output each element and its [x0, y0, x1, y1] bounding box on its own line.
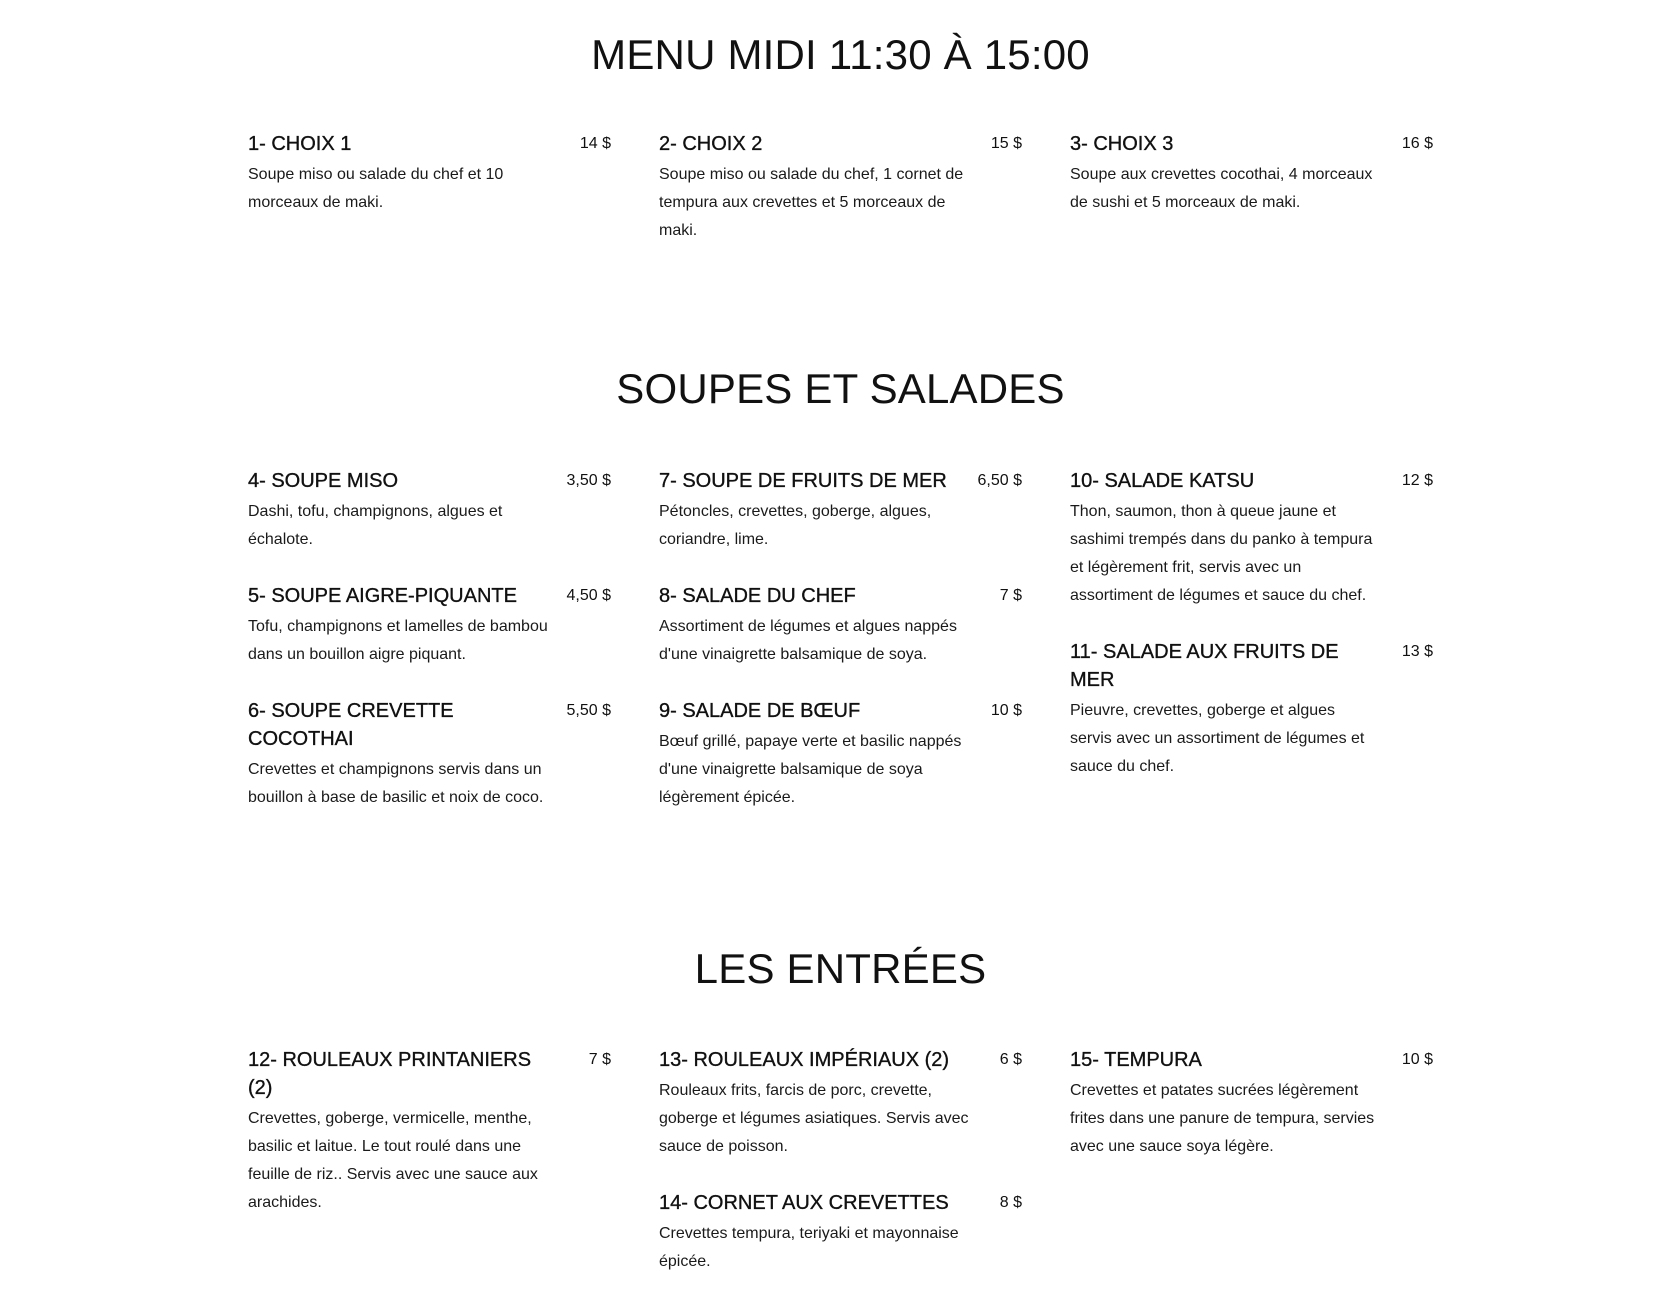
section-title: LES ENTRÉES [694, 945, 987, 992]
menu-column [659, 1046, 1022, 1304]
menu-item-price: 14 $ [579, 135, 611, 152]
menu-item-price: 15 $ [990, 135, 1022, 152]
menu-item [248, 1046, 611, 1217]
menu-item-description: Soupe miso ou salade du chef, 1 cornet de tempura aux crevettes et 5 morceaux de maki. [659, 166, 964, 239]
menu-column [1070, 467, 1433, 809]
menu-column [248, 467, 611, 840]
menu-item-price: 16 $ [1401, 135, 1433, 152]
menu-item-name: 11- SALADE AUX FRUITS DE MER [1070, 641, 1339, 691]
menu-item-header [248, 130, 611, 158]
menu-column [1070, 1046, 1433, 1189]
menu-item-name: 10- SALADE KATSU [1070, 470, 1255, 492]
menu-item-description: Crevettes et patates sucrées légèrement frites dans une panure de tempura, servies avec une sauce soya légère. [1070, 1082, 1375, 1155]
menu-item-name: 13- ROULEAUX IMPÉRIAUX (2) [659, 1049, 950, 1071]
menu-item-name: 6- SOUPE CREVETTE COCOTHAI [248, 700, 454, 750]
menu-item [659, 582, 1022, 669]
menu-item-header [659, 467, 1022, 495]
menu-item-header [659, 1046, 1022, 1074]
menu-item-name: 12- ROULEAUX PRINTANIERS (2) [248, 1049, 532, 1099]
menu-item-description: Rouleaux frits, farcis de porc, crevette, goberge et légumes asiatiques. Servis avec sauce de poisson. [659, 1082, 969, 1155]
menu-item-price: 4,50 $ [566, 587, 611, 604]
menu-item-price: 6,50 $ [977, 472, 1022, 489]
menu-item-description: Crevettes et champignons servis dans un bouillon à base de basilic et noix de coco. [248, 761, 544, 806]
menu-item-description: Thon, saumon, thon à queue jaune et sashimi trempés dans du panko à tempura et légèrement frit, servis avec un assortiment de légumes et sauce du chef. [1070, 503, 1373, 604]
menu-item-header [659, 582, 1022, 610]
menu-item [248, 130, 611, 217]
menu-item-header [659, 1189, 1022, 1217]
menu-item-price: 3,50 $ [566, 472, 611, 489]
menu-item-header [1070, 1046, 1433, 1074]
menu-item-price: 5,50 $ [566, 702, 611, 719]
menu-item-description: Crevettes tempura, teriyaki et mayonnaise épicée. [659, 1225, 959, 1270]
menu-item [1070, 638, 1433, 781]
menu-item-name: 14- CORNET AUX CREVETTES [659, 1192, 949, 1214]
menu-item-header [248, 1046, 611, 1102]
menu-item-name: 1- CHOIX 1 [248, 133, 352, 155]
menu-item-header [248, 582, 611, 610]
menu-item-name: 2- CHOIX 2 [659, 133, 763, 155]
menu-column [1070, 130, 1433, 245]
menu-item [248, 467, 611, 554]
menu-item-header [1070, 130, 1433, 158]
menu-item [1070, 1046, 1433, 1161]
menu-item [248, 582, 611, 669]
menu-item [659, 467, 1022, 554]
menu-column [248, 1046, 611, 1245]
menu-item-price: 7 $ [999, 587, 1022, 604]
menu-item-name: 15- TEMPURA [1070, 1049, 1202, 1071]
menu-item [659, 130, 1022, 245]
menu-item-description: Assortiment de légumes et algues nappés d'une vinaigrette balsamique de soya. [659, 618, 957, 663]
menu-item-header [248, 467, 611, 495]
menu-item-header [659, 130, 1022, 158]
menu-item-description: Crevettes, goberge, vermicelle, menthe, basilic et laitue. Le tout roulé dans une feuille de riz.. Servis avec une sauce aux arachides. [248, 1110, 538, 1211]
menu-column [248, 130, 611, 245]
menu-item-header [1070, 638, 1433, 694]
menu-item-name: 5- SOUPE AIGRE-PIQUANTE [248, 585, 517, 607]
menu-item-price: 10 $ [1401, 1051, 1433, 1068]
menu-item-description: Dashi, tofu, champignons, algues et échalote. [248, 503, 503, 548]
menu-item-description: Pieuvre, crevettes, goberge et algues servis avec un assortiment de légumes et sauce du chef. [1070, 702, 1365, 775]
menu-item [659, 1046, 1022, 1161]
section-title: SOUPES ET SALADES [616, 365, 1065, 412]
menu-item [1070, 130, 1433, 217]
menu-item [248, 697, 611, 812]
menu-item-price: 6 $ [999, 1051, 1022, 1068]
menu-item-price: 7 $ [588, 1051, 611, 1068]
menu-item-name: 4- SOUPE MISO [248, 470, 399, 492]
menu-item-name: 3- CHOIX 3 [1070, 133, 1174, 155]
menu-item [659, 697, 1022, 812]
menu-item-header [659, 697, 1022, 725]
menu-item-description: Soupe aux crevettes cocothai, 4 morceaux de sushi et 5 morceaux de maki. [1070, 166, 1373, 211]
section-title: MENU MIDI 11:30 À 15:00 [591, 31, 1090, 78]
menu-item-description: Tofu, champignons et lamelles de bambou dans un bouillon aigre piquant. [248, 618, 548, 663]
menu-item-description: Pétoncles, crevettes, goberge, algues, coriandre, lime. [659, 503, 932, 548]
menu-item-header [248, 697, 611, 753]
menu-item-price: 13 $ [1401, 643, 1433, 660]
menu-item [659, 1189, 1022, 1276]
menu-item [1070, 467, 1433, 610]
menu-item-price: 10 $ [990, 702, 1022, 719]
menu-item-header [1070, 467, 1433, 495]
menu-item-description: Soupe miso ou salade du chef et 10 morceaux de maki. [248, 166, 504, 211]
menu-item-price: 12 $ [1401, 472, 1433, 489]
menu-item-name: 9- SALADE DE BŒUF [659, 700, 861, 722]
menu-column [659, 130, 1022, 273]
menu-column [659, 467, 1022, 840]
menu-item-name: 7- SOUPE DE FRUITS DE MER [659, 470, 947, 492]
menu-item-description: Bœuf grillé, papaye verte et basilic nappés d'une vinaigrette balsamique de soya légèrement épicée. [659, 733, 962, 806]
menu-item-price: 8 $ [999, 1194, 1022, 1211]
menu-item-name: 8- SALADE DU CHEF [659, 585, 856, 607]
